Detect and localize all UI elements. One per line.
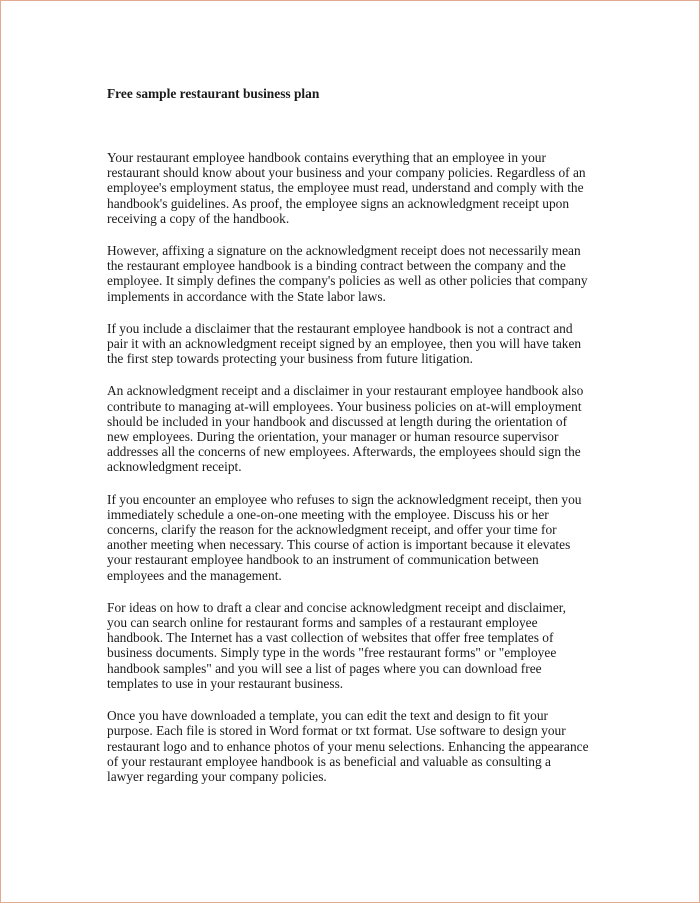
- text-line: of your restaurant employee handbook is as beneficial and valuable as consulting a: [107, 753, 551, 769]
- paragraph-3: [107, 321, 597, 367]
- text-line: you can search online for restaurant forms and samples of a restaurant employee: [107, 615, 538, 631]
- text-line: immediately schedule a one-on-one meeting with the employee. Discuss his or her: [107, 506, 549, 522]
- text-line: concerns, clarify the reason for the acknowledgment receipt, and offer your time for: [107, 522, 557, 538]
- text-line: purpose. Each file is stored in Word format or txt format. Use software to design your: [107, 723, 566, 739]
- text-line: your restaurant employee handbook to an instrument of communication between: [107, 552, 539, 568]
- text-line: should be included in your handbook and discussed at length during the orientation of: [107, 413, 568, 429]
- text-line: templates to use in your restaurant business.: [107, 675, 344, 691]
- text-line: employees and the management.: [107, 567, 282, 583]
- text-line: another meeting when necessary. This course of action is important because it elevates: [107, 537, 571, 553]
- text-line: handbook's guidelines. As proof, the employee signs an acknowledgment receipt upon: [107, 195, 570, 211]
- paragraph-2: [107, 243, 597, 304]
- text-line: handbook. The Internet has a vast collection of websites that offer free templates of: [107, 630, 554, 646]
- text-line: contribute to managing at-will employees. Your business policies on at-will employment: [107, 398, 582, 414]
- text-line: receiving a copy of the handbook.: [107, 210, 290, 226]
- text-line: Once you have downloaded a template, you can edit the text and design to fit your: [107, 708, 549, 724]
- text-line: new employees. During the orientation, your manager or human resource supervisor: [107, 429, 559, 445]
- text-line: the restaurant employee handbook is a binding contract between the company and the: [107, 258, 566, 274]
- text-line: the first step towards protecting your business from future litigation.: [107, 351, 473, 367]
- text-line: employee's employment status, the employee must read, understand and comply with the: [107, 180, 584, 196]
- text-line: lawyer regarding your company policies.: [107, 768, 327, 784]
- text-line: An acknowledgment receipt and a disclaimer in your restaurant employee handbook also: [107, 383, 584, 399]
- text-line: If you encounter an employee who refuses to sign the acknowledgment receipt, then you: [107, 491, 582, 507]
- paragraph-5: [107, 492, 597, 583]
- text-line: restaurant logo and to enhance photos of your menu selections. Enhancing the appearance: [107, 738, 589, 754]
- paragraph-1: [107, 150, 597, 226]
- text-line: addresses all the concerns of new employees. Afterwards, the employees should sign the: [107, 444, 581, 460]
- text-line: For ideas on how to draft a clear and concise acknowledgment receipt and disclaimer,: [107, 599, 567, 615]
- text-line: pair it with an acknowledgment receipt signed by an employee, then you will have taken: [107, 336, 582, 352]
- text-line: employee. It simply defines the company's policies as well as other policies that company: [107, 273, 588, 289]
- paragraph-6: [107, 600, 597, 691]
- text-line: However, affixing a signature on the acknowledgment receipt does not necessarily mean: [107, 243, 581, 259]
- text-line: Your restaurant employee handbook contains everything that an employee in your: [107, 150, 546, 165]
- text-line: implements in accordance with the State labor laws.: [107, 288, 386, 304]
- paragraph-4: [107, 383, 597, 474]
- document-page: [107, 86, 597, 801]
- text-line: business documents. Simply type in the words "free restaurant forms" or "employee: [107, 645, 557, 661]
- document-title: Free sample restaurant business plan: [107, 86, 320, 101]
- text-line: handbook samples" and you will see a list of pages where you can download free: [107, 660, 542, 676]
- text-line: If you include a disclaimer that the restaurant employee handbook is not a contract and: [107, 320, 573, 336]
- paragraph-7: [107, 708, 597, 784]
- text-line: acknowledgment receipt.: [107, 459, 242, 475]
- text-line: restaurant should know about your business and your company policies. Regardless of an: [107, 165, 586, 181]
